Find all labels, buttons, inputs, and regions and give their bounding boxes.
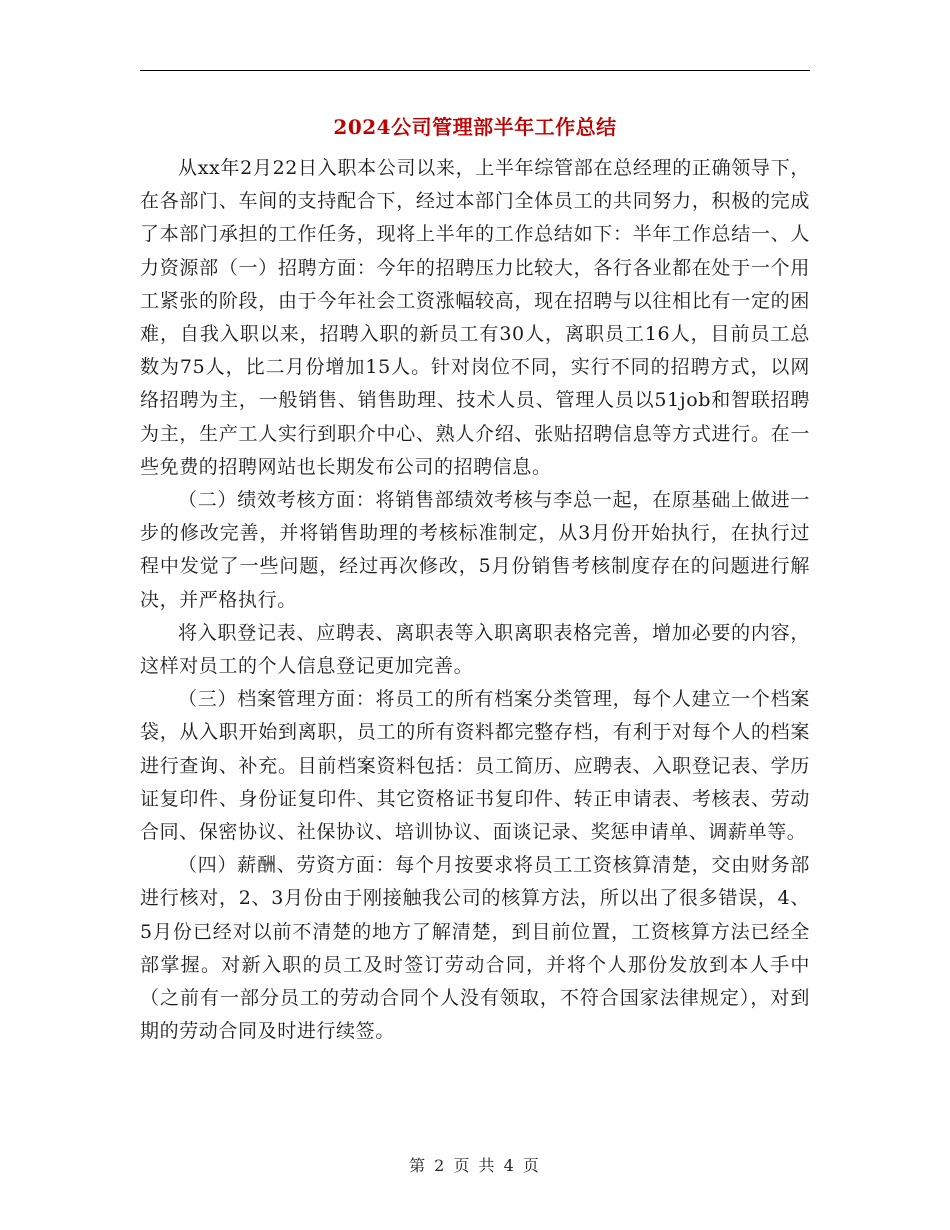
paragraph-archive-management: （三）档案管理方面：将员工的所有档案分类管理，每个人建立一个档案袋，从入职开始到离职，员工的所有资料都完整存档，有利于对每个人的档案进行查询、补充。目前档案资料包括：员工简历、应聘表、入职登记表、学历证复印件、身份证复印件、其它资格证书复印件、转正申请表、考核表、劳动合同、保密协议、社保协议、培训协议、面谈记录、奖惩申请单、调薪单等。 — [140, 688, 810, 844]
paragraph-forms-improvement: 将入职登记表、应聘表、离职表等入职离职表格完善，增加必要的内容，这样对员工的个人信息登记更加完善。 — [140, 621, 810, 678]
paragraph-salary-labor: （四）薪酬、劳资方面：每个月按要求将员工工资核算清楚，交由财务部进行核对，2、3月份由于刚接触我公司的核算方法，所以出了很多错误，4、5月份已经对以前不清楚的地方了解清楚，到目前位置，工资核算方法已经全部掌握。对新入职的员工及时签订劳动合同，并将个人那份发放到本人手中（之前有一部分员工的劳动合同个人没有领取，不符合国家法律规定），对到期的劳动合同及时进行续签。 — [140, 854, 810, 1043]
document-body — [140, 152, 810, 1048]
document-title: 2024公司管理部半年工作总结 — [333, 115, 617, 139]
paragraph-intro-recruitment: 从xx年2月22日入职本公司以来，上半年综管部在总经理的正确领导下，在各部门、车间的支持配合下，经过本部门全体员工的共同努力，积极的完成了本部门承担的工作任务，现将上半年的工作总结如下：半年工作总结一、人力资源部（一）招聘方面：今年的招聘压力比较大，各行各业都在处于一个用工紧张的阶段，由于今年社会工资涨幅较高，现在招聘与以往相比有一定的困难，自我入职以来，招聘入职的新员工有30人，离职员工16人，目前员工总数为75人，比二月份增加15人。针对岗位不同，实行不同的招聘方式，以网络招聘为主，一般销售、销售助理、技术人员、管理人员以51job和智联招聘为主，生产工人实行到职介中心、熟人介绍、张贴招聘信息等方式进行。在一些免费的招聘网站也长期发布公司的招聘信息。 — [140, 157, 810, 478]
paragraph-performance-review: （二）绩效考核方面：将销售部绩效考核与李总一起，在原基础上做进一步的修改完善，并将销售助理的考核标准制定，从3月份开始执行，在执行过程中发觉了一些问题，经过再次修改，5月份销售考核制度存在的问题进行解决，并严格执行。 — [140, 489, 810, 611]
header-rule — [140, 70, 810, 71]
page-number-footer: 第 2 页 共 4 页 — [409, 1156, 541, 1175]
